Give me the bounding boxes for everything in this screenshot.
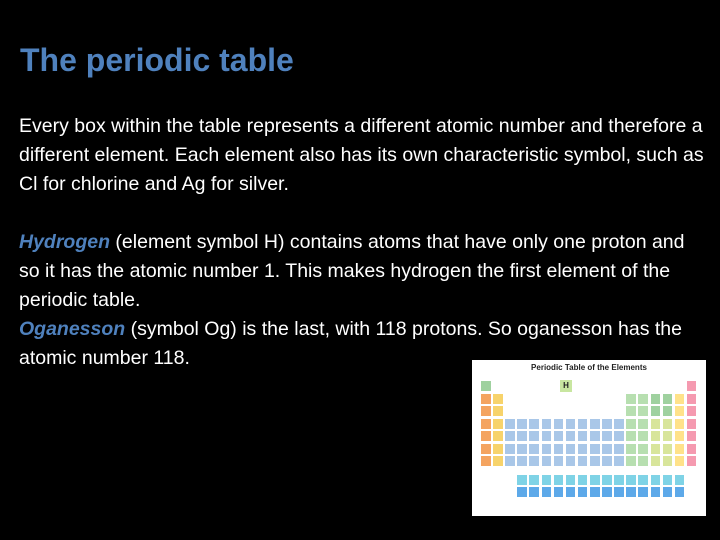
element-cell	[637, 393, 649, 405]
element-cell	[625, 430, 637, 442]
element-cell	[686, 443, 698, 455]
element-cell	[492, 443, 504, 455]
element-cell	[480, 405, 492, 417]
element-cell	[686, 393, 698, 405]
element-cell	[528, 474, 540, 486]
element-cell	[650, 418, 662, 430]
element-cell	[662, 393, 674, 405]
element-cell	[565, 486, 577, 498]
element-cell	[601, 443, 613, 455]
element-cell	[504, 430, 516, 442]
element-cell	[565, 474, 577, 486]
element-cell	[553, 443, 565, 455]
periodic-table-image	[472, 360, 706, 516]
element-cell	[650, 486, 662, 498]
element-cell	[637, 486, 649, 498]
element-cell	[565, 443, 577, 455]
element-cell	[625, 455, 637, 467]
element-cell	[541, 455, 553, 467]
element-cell	[492, 455, 504, 467]
element-cell	[541, 418, 553, 430]
element-cell	[662, 443, 674, 455]
element-cell	[565, 430, 577, 442]
element-cell	[528, 443, 540, 455]
element-cell	[613, 486, 625, 498]
element-cell	[613, 430, 625, 442]
slide-title: The periodic table	[20, 42, 294, 78]
element-cell	[589, 474, 601, 486]
element-cell	[625, 486, 637, 498]
element-cell	[625, 443, 637, 455]
element-cell	[577, 418, 589, 430]
element-cell	[553, 430, 565, 442]
periodic-table-image-title: Periodic Table of the Elements	[531, 363, 647, 372]
element-cell	[553, 474, 565, 486]
element-cell	[541, 474, 553, 486]
element-cell	[637, 474, 649, 486]
element-cell	[589, 455, 601, 467]
hydrogen-highlight-box: H	[560, 380, 572, 392]
oganesson-text: (symbol Og) is the last, with 118 protons. So oganesson has the atomic number 118.	[19, 318, 682, 369]
element-cell	[637, 418, 649, 430]
element-cell	[637, 443, 649, 455]
element-cell	[492, 418, 504, 430]
element-cell	[553, 455, 565, 467]
element-cell	[516, 486, 528, 498]
element-cell	[504, 455, 516, 467]
element-cell	[516, 455, 528, 467]
element-cell	[601, 474, 613, 486]
element-cell	[577, 430, 589, 442]
element-cell	[686, 455, 698, 467]
element-cell	[662, 405, 674, 417]
element-cell	[541, 443, 553, 455]
element-cell	[662, 474, 674, 486]
element-cell	[674, 393, 686, 405]
element-cell	[589, 486, 601, 498]
element-cell	[613, 443, 625, 455]
element-cell	[516, 418, 528, 430]
element-cell	[674, 430, 686, 442]
element-cell	[553, 418, 565, 430]
element-cell	[528, 418, 540, 430]
element-cell	[674, 486, 686, 498]
element-cell	[480, 443, 492, 455]
element-cell	[662, 430, 674, 442]
element-cell	[541, 430, 553, 442]
element-cell	[625, 405, 637, 417]
element-cell	[528, 430, 540, 442]
element-cell	[674, 474, 686, 486]
element-cell	[492, 393, 504, 405]
element-cell	[480, 430, 492, 442]
hydrogen-text: (element symbol H) contains atoms that have only one proton and so it has the atomic number 1. This makes hydrogen the first element of the periodic table.	[19, 231, 685, 311]
element-cell	[516, 443, 528, 455]
element-cell	[504, 443, 516, 455]
element-cell	[625, 418, 637, 430]
element-cell	[686, 405, 698, 417]
element-cell	[577, 455, 589, 467]
element-cell	[662, 486, 674, 498]
element-cell	[601, 455, 613, 467]
element-cell	[541, 486, 553, 498]
element-cell	[528, 455, 540, 467]
element-cell	[613, 455, 625, 467]
paragraph-atomic-number: Every box within the table represents a different atomic number and therefore a different element. Each element also has its own characteristic symbol, such as Cl for chlorine and Ag for silver.	[19, 115, 704, 195]
element-cell	[577, 474, 589, 486]
element-cell	[650, 443, 662, 455]
element-cell	[601, 486, 613, 498]
element-cell	[650, 430, 662, 442]
element-cell	[589, 430, 601, 442]
oganesson-term: Oganesson	[19, 318, 126, 340]
element-cell	[650, 405, 662, 417]
element-cell	[480, 393, 492, 405]
element-cell	[601, 430, 613, 442]
element-cell	[565, 418, 577, 430]
element-cell	[613, 474, 625, 486]
element-cell	[601, 418, 613, 430]
element-cell	[516, 430, 528, 442]
element-cell	[553, 486, 565, 498]
element-cell	[613, 418, 625, 430]
element-cell	[686, 380, 698, 392]
element-cell	[674, 455, 686, 467]
hydrogen-term: Hydrogen	[19, 231, 111, 253]
element-cell	[650, 455, 662, 467]
element-cell	[625, 474, 637, 486]
element-cell	[480, 455, 492, 467]
element-cell	[492, 405, 504, 417]
element-cell	[674, 443, 686, 455]
element-cell	[637, 405, 649, 417]
element-cell	[589, 418, 601, 430]
element-cell	[577, 486, 589, 498]
element-cell	[674, 418, 686, 430]
element-cell	[686, 418, 698, 430]
element-cell	[650, 393, 662, 405]
element-cell	[662, 418, 674, 430]
element-cell	[686, 430, 698, 442]
element-cell	[662, 455, 674, 467]
element-cell	[589, 443, 601, 455]
element-cell	[516, 474, 528, 486]
element-cell	[577, 443, 589, 455]
element-cell	[674, 405, 686, 417]
element-cell	[492, 430, 504, 442]
element-cell	[637, 455, 649, 467]
element-cell	[650, 474, 662, 486]
element-cell	[637, 430, 649, 442]
element-cell	[625, 393, 637, 405]
element-cell	[480, 418, 492, 430]
element-cell	[528, 486, 540, 498]
element-cell	[504, 418, 516, 430]
paragraph-examples	[19, 228, 709, 373]
element-cell	[565, 455, 577, 467]
element-cell	[480, 380, 492, 392]
